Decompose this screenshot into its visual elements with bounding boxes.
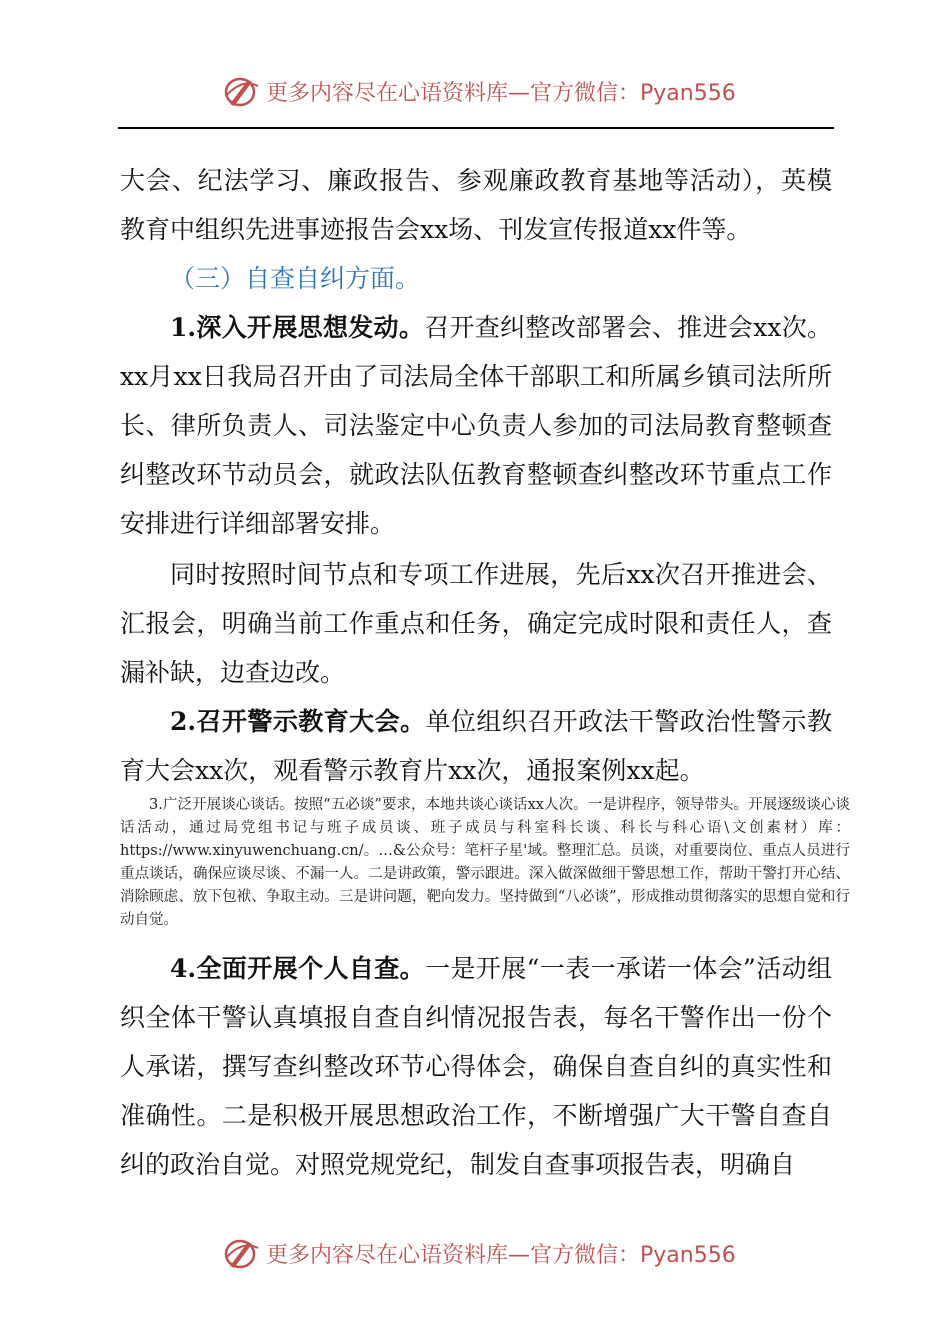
pen-swoosh-icon (222, 1234, 262, 1272)
item-1 (120, 303, 832, 548)
item-4-title: 4.全面开展个人自查。 (170, 954, 426, 983)
item-1-follow (120, 550, 832, 697)
item-4-text: 一是开展“一表一承诺一体会”活动组织全体干警认真填报自查自纠情况报告表，每名干警作出一份个人承诺，撰写查纠整改环节心得体会，确保自查自纠的真实性和准确性。二是积极开展思想政治工作，不断增强广大干警自查自纠的政治自觉。对照党规党纪，制发自查事项报告表，明确自 (120, 954, 832, 1179)
item-2-title: 2.召开警示教育大会。 (170, 707, 426, 736)
paragraph-continuation (120, 156, 832, 254)
page-footer (0, 1232, 950, 1276)
section-heading-block (120, 254, 832, 303)
header-divider (118, 127, 834, 129)
item-2 (120, 697, 832, 795)
item-1-text: 召开查纠整改部署会、推进会xx次。xx月xx日我局召开由了司法局全体干部职工和所属乡镇司法所所长、律所负责人、司法鉴定中心负责人参加的司法局教育整顿查纠整改环节动员会，就政法队伍教育整顿查纠整改环节重点工作安排进行详细部署安排。 (120, 313, 832, 538)
section-heading: （三）自查自纠方面。 (170, 264, 421, 293)
item-4 (120, 944, 832, 1189)
paragraph: 同时按照时间节点和专项工作进展，先后xx次召开推进会、汇报会，明确当前工作重点和任务，确定完成时限和责任人，查漏补缺，边查边改。 (120, 560, 832, 687)
pen-swoosh-icon (222, 72, 262, 110)
footer-banner-text: 更多内容尽在心语资料库—官方微信：Pyan556 (266, 1243, 736, 1268)
item-3-small-text (120, 794, 850, 932)
paragraph-small: 3.广泛开展谈心谈话。按照“五必谈”要求，本地共谈心谈话xx人次。一是讲程序，领导带头。开展逐级谈心谈话活动，通过局党组书记与班子成员谈、班子成员与科室科长谈、科长与科心语\文创素材）库：https://www.xinyuwenchuang.cn/。…&公众号：笔杆子星'域。整理汇总。员谈，对重要岗位、重点人员进行重点谈话，确保应谈尽谈、不漏一人。二是讲政策，警示跟进。深入做深做细干警思想工作，帮助干警打开心结、消除顾虑、放下包袱、争取主动。三是讲问题，靶向发力。坚持做到“八必谈”，形成推动贯彻落实的思想自觉和行动自觉。 (120, 797, 850, 928)
item-2-text: 单位组织召开政法干警政治性警示教育大会xx次，观看警示教育片xx次，通报案例xx起。 (120, 707, 832, 785)
item-1-title: 1.深入开展思想发动。 (170, 313, 425, 342)
paragraph: 大会、纪法学习、廉政报告、参观廉政教育基地等活动），英模教育中组织先进事迹报告会xx场、刊发宣传报道xx件等。 (120, 166, 832, 244)
header-banner-text: 更多内容尽在心语资料库—官方微信：Pyan556 (266, 81, 736, 106)
page-header (0, 70, 950, 114)
